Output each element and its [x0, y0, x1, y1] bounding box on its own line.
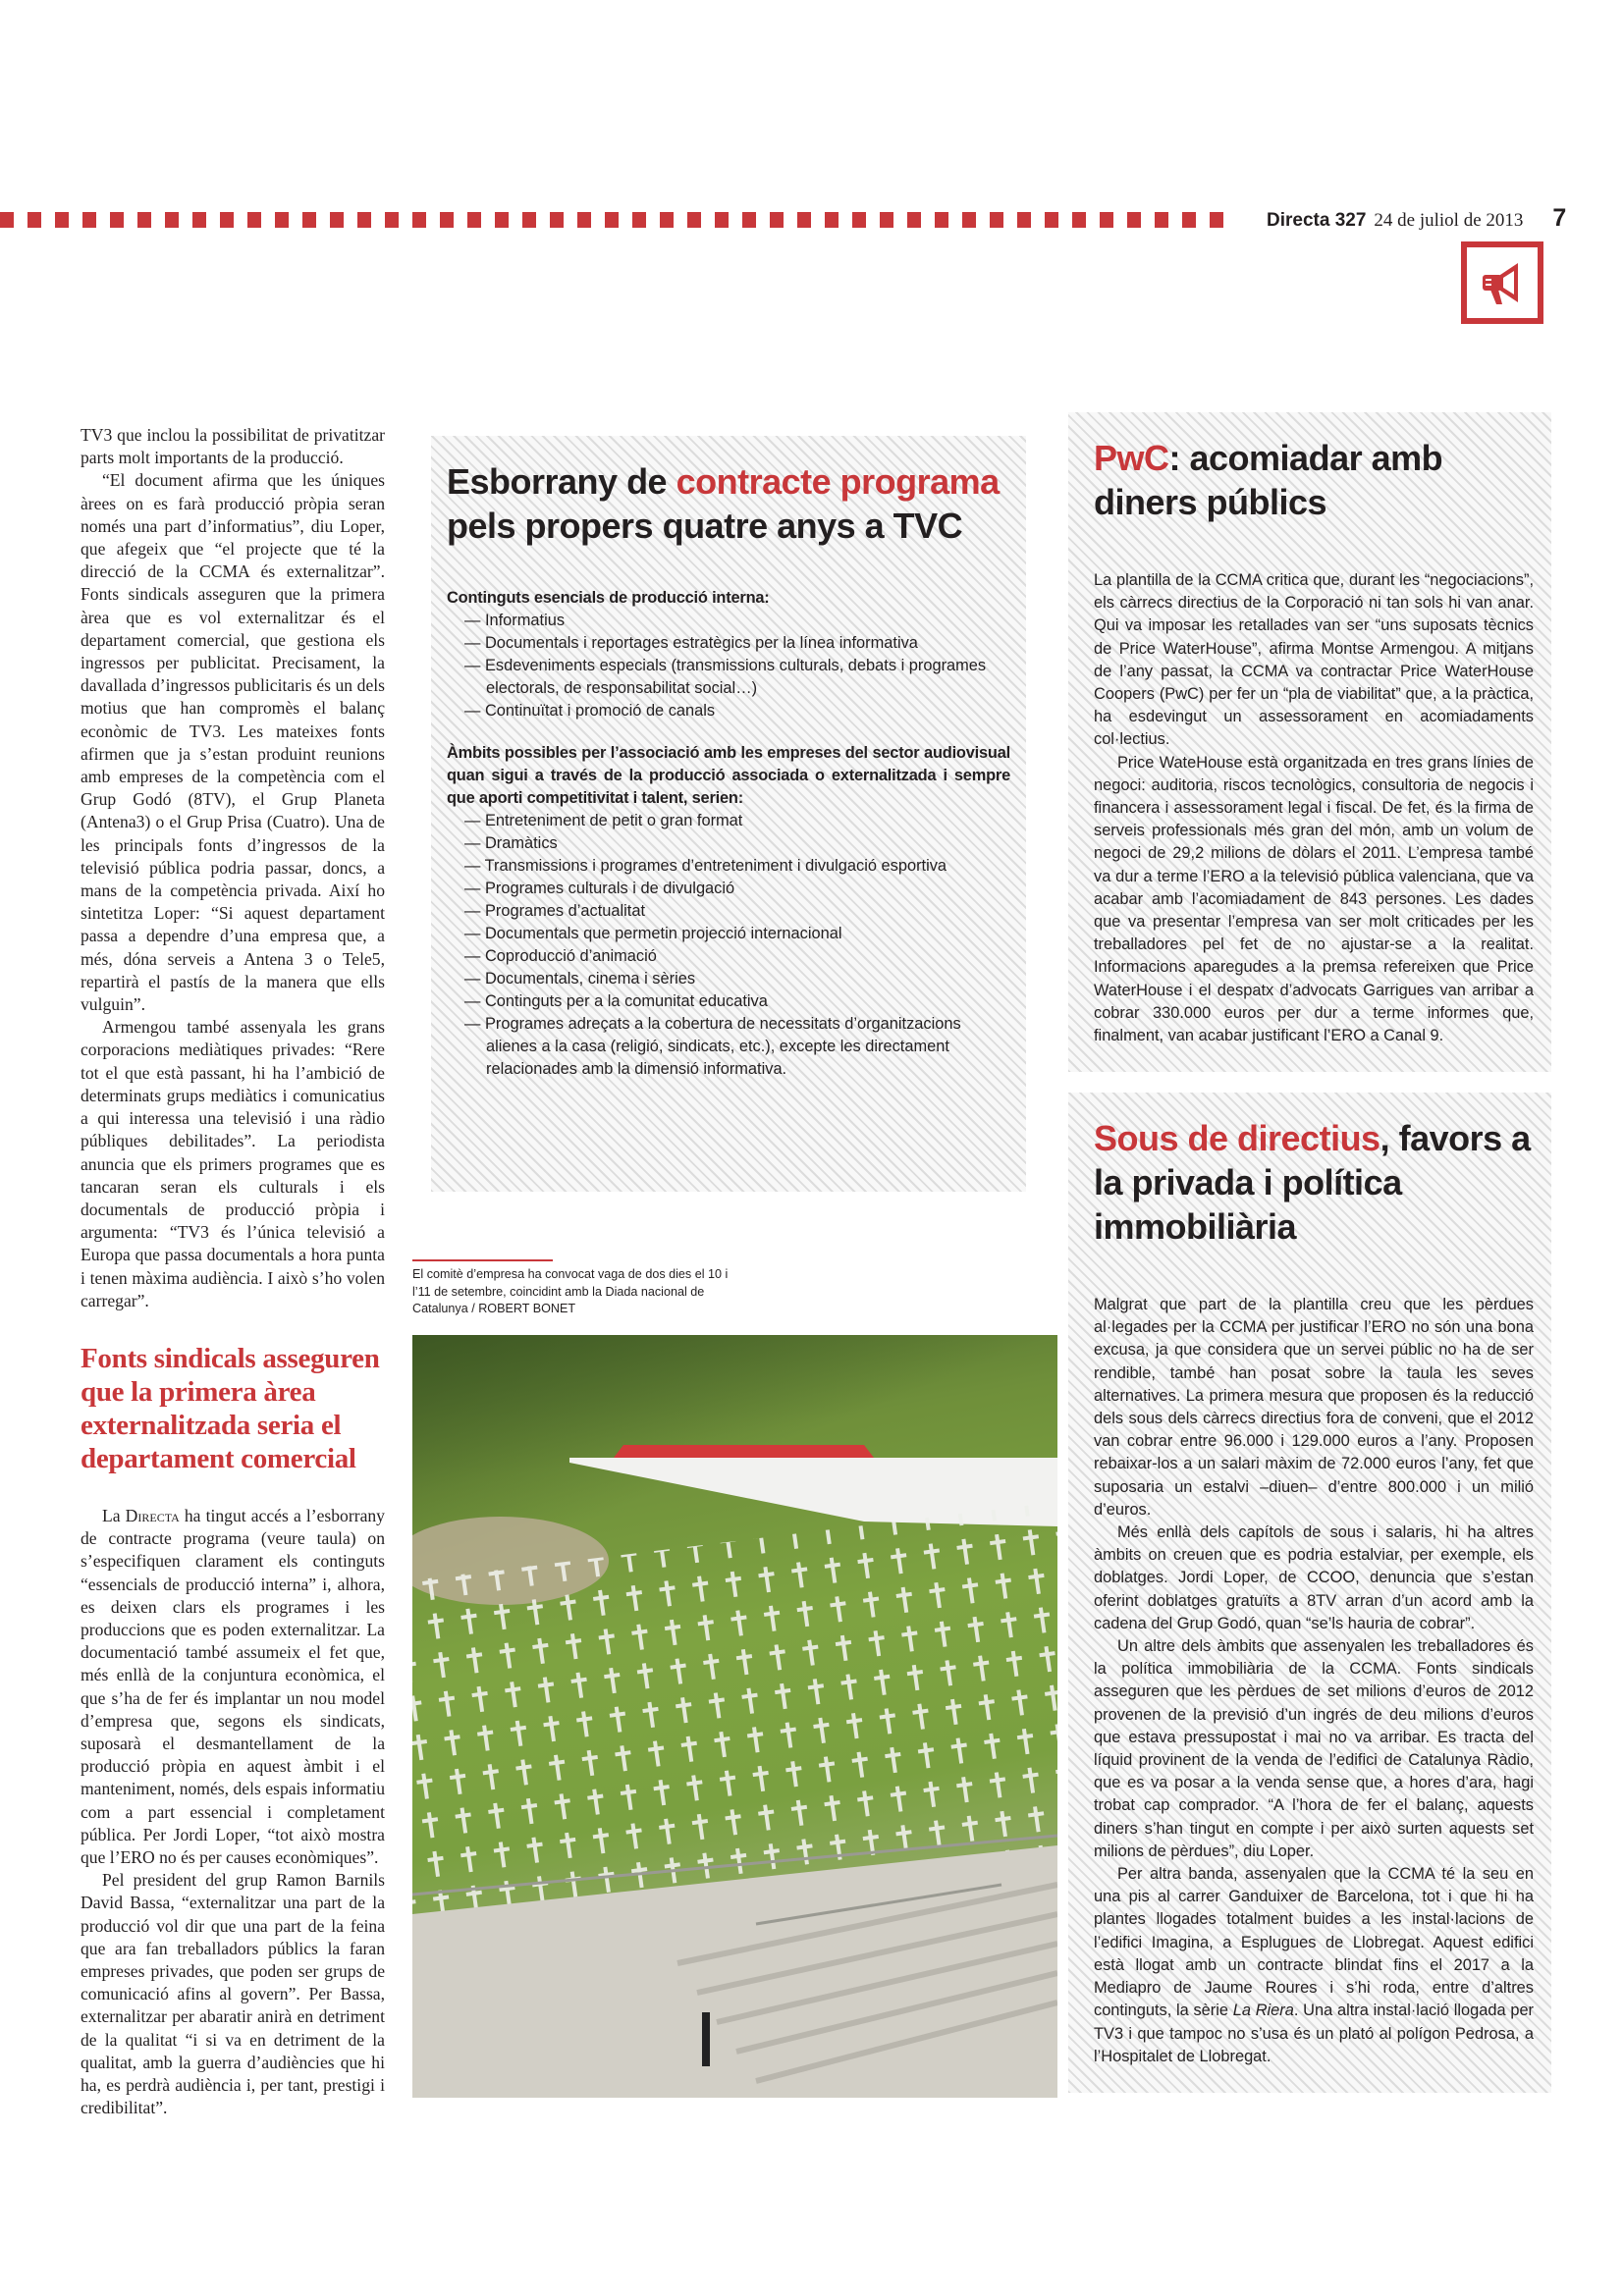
paragraph: “El document afirma que les úniques àrees on es farà producció pròpia seran només una part d’informatius”, diu Loper, que afegeix que “el projecte que té la direcció de la CCMA és externalitzar”. Fonts sindicals asseguren que la primera àrea que es vol externalitzar és el departament comercial, que gestiona els ingressos per publicitat. Precisament, la davallada d’ingressos publicitaris és un dels motius que han compromès el balanç econòmic de TV3. Les mateixes fonts afirmen que ja s’estan produint reunions amb empreses de la competència com el Grup Godó (8TV), el Grup Planeta (Antena3) o el Grup Prisa (Cuatro). Una de les principals fonts d’ingressos de la televisió pública podria passar, doncs, a mans de la competència privada. Així ho sintetitza Loper: “Si aquest departament passa a dependre d’una empresa que, a més, dóna serveis a Antena 3 o Tele5, repartirà el pastís de la manera que ells vulguin”.	[81, 470, 385, 1015]
text-fragment: La	[102, 1505, 126, 1525]
title-fragment: : acomiadar amb diners públics	[1094, 438, 1443, 522]
publication-reference: Directa	[125, 1505, 180, 1525]
paragraph: Pel president del grup Ramon Barnils David Bassa, “externalitzar una part de la producció vol dir que una part de la feina que ara fan treballadors públics la faran empreses privades, que poden ser grups de comunicació afins al govern”. Per Bassa, externalitzar per abaratir anirà en detriment de la qualitat “i si va en detriment de la qualitat, amb la guerra d’audiències que hi ha, es perdrà audiència i, per tant, prestigi i credibilitat”.	[81, 1870, 385, 2118]
article-body-bottom	[81, 1505, 385, 2119]
list-item: — Entreteniment de petit o gran format	[464, 810, 1010, 832]
contract-sidebar-box	[431, 436, 1026, 1192]
news-photo	[412, 1335, 1057, 2098]
crosses-lawn-illustration	[412, 1335, 1057, 2098]
list-item: — Documentals, cinema i sèries	[464, 968, 1010, 990]
title-fragment: , favors a la privada i política immobiliària	[1094, 1118, 1531, 1247]
outsourcing-list	[447, 810, 1010, 1081]
list-item: — Documentals que permetin projecció internacional	[464, 923, 1010, 945]
title-fragment: pels propers quatre anys a TVC	[447, 506, 963, 546]
pwc-sidebar-box	[1068, 412, 1551, 1072]
paragraph: Malgrat que part de la plantilla creu que les pèrdues al·legades per la CCMA per justificar l’ERO no són una bona excusa, ja que considera que un servei públic no ha de ser rendible, també han posat sobre la taula les seves alternatives. La primera mesura que proposen és la reducció dels sous dels càrrecs directius fora de conveni, que el 2012 van cobrar entre 96.000 i 129.000 euros a l’any. Proposen rebaixar-los a un salari màxim de 72.000 euros l’any, fet que suposaria un estalvi –diuen– d’entre 800.000 i un milió d’euros.	[1094, 1296, 1534, 1519]
contract-box-title	[447, 459, 1010, 548]
section-badge	[1461, 241, 1543, 324]
paragraph: Més enllà dels capítols de sous i salaris, hi ha altres àmbits on creuen que es podria estalviar, per exemple, els doblatges. Jordi Loper, de CCOO, denuncia que s’estan oferint doblatges gratuïts a 8TV arran d’un acord amb la cadena del Grup Godó, quan “se’ls hauria de cobrar”.	[1094, 1523, 1534, 1632]
text-fragment: Per altra banda, assenyalen que la CCMA té la seu en una pis al carrer Ganduixer de Barcelona, tot i que hi ha plantes llogades totalment buides a les instal·lacions de l’edifici Imagina, a Esplugues de Llobregat. Aquest edifici està llogat amb un contracte blindat fins el 2017 a la Mediapro de Jaume Roures i s’hi roda, entre d’altres continguts, la sèrie	[1094, 1865, 1534, 2020]
title-highlight: Sous de directius	[1094, 1118, 1380, 1158]
paragraph: Armengou també assenyala les grans corporacions mediàtiques privades: “Rere tot el que està passant, hi ha l’ambició de determinats grups mediàtics i comunicatius a qui interessa una televisió i una ràdio públiques debilitades”. La periodista anuncia que els primers programes que es tancaran seran els culturals i els documentals de producció pròpia i argumenta: “TV3 és l’única televisió a Europa que passa documentals a hora punta i tenen màxima audiència. I això s’ho volen carregar”.	[81, 1017, 385, 1310]
list-item: — Continguts per a la comunitat educativa	[464, 990, 1010, 1013]
paragraph: TV3 que inclou la possibilitat de privatitzar parts molt importants de la producció.	[81, 425, 385, 468]
list-item: — Dramàtics	[464, 832, 1010, 855]
subheadline: Fonts sindicals asseguren que la primera àrea externalitzada seria el departament comercial	[81, 1342, 380, 1474]
publication-name: Directa 327	[1267, 210, 1367, 231]
list-item: — Transmissions i programes d’entreteniment i divulgació esportiva	[464, 855, 1010, 878]
list-item: — Programes d’actualitat	[464, 900, 1010, 923]
text-fragment: . Una altra instal·lació llogada per TV3 i que tampoc no s’usa és un plató al polígon Pedrosa, a l’Hospitalet de Llobregat.	[1094, 2002, 1535, 2065]
page-number: 7	[1552, 204, 1567, 232]
list-item: — Continuïtat i promoció de canals	[464, 700, 1010, 722]
list-item: — Informatius	[464, 610, 1010, 632]
salaries-sidebar-box	[1068, 1093, 1551, 2093]
internal-production-list	[447, 610, 1010, 722]
issue-date: 24 de juliol de 2013	[1374, 210, 1524, 231]
list-item: — Coproducció d’animació	[464, 945, 1010, 968]
text-fragment: ha tingut accés a l’esborrany de contracte programa (veure taula) on s’especifiquen clarament els continguts “essencials de producció interna” i, alhora, es deixen clars els programes i les produccions que es poden externalitzar. La documentació també assumeix el fet que, més enllà de la conjuntura econòmica, el que s’ha de fer és implantar un nou model d’empresa que, segons els sindicats, suposarà el desmantellament de la producció pròpia en aquest àmbit i el manteniment, només, dels espais informatiu com a part essencial i completament pública. Per Jordi Loper, “tot això mostra que l’ERO no és per causes econòmiques”.	[81, 1505, 385, 1867]
salaries-box-body	[1094, 1294, 1534, 2068]
list-item: — Esdeveniments especials (transmissions culturals, debats i programes electorals, de responsabilitat social…)	[464, 655, 1010, 700]
pwc-box-title	[1094, 436, 1534, 524]
paragraph: Un altre dels àmbits que assenyalen les treballadores és la política immobiliària de la CCMA. Fonts sindicals asseguren que les pèrdues de set milions d’euros de 2012 provenen de la previsió d’un ingrés de deu milions d’euros que estava pressupostat i mai no va arribar. Es tracta del líquid provinent de la venda de l’edifici de Catalunya Ràdio, que es va posar a la venda sense que, a hores d’ara, hagi trobat cap comprador. “A l’hora de fer el balanç, aquests diners s’han tingut en compte i per això surten aquests set milions de pèrdues”, diu Loper.	[1094, 1637, 1534, 1860]
title-fragment: Esborrany de	[447, 461, 676, 502]
masthead	[1267, 204, 1566, 234]
pwc-box-body	[1094, 569, 1534, 1047]
decorative-dash-rule	[0, 212, 1237, 228]
paragraph: La plantilla de la CCMA critica que, durant les “negociacions”, els càrrecs directius de la Corporació ni tan sols hi van anar. Qui va imposar les retallades van ser “uns suposats tècnics de Price WaterHouse”, afirma Montse Armengou. A mitjans de l’any passat, la CCMA va contractar Price WaterHouse Coopers (PwC) per fer un “pla de viabilitat” que, a la pràctica, ha esdevingut un assessorament en acomiadaments col·lectius.	[1094, 571, 1534, 749]
article-body-top	[81, 424, 385, 1312]
internal-production-lead: Continguts esencials de producció interna:	[447, 589, 770, 607]
title-highlight: contracte programa	[676, 461, 1000, 502]
title-highlight: PwC	[1094, 438, 1169, 478]
paragraph	[81, 1505, 385, 1869]
list-item: — Programes culturals i de divulgació	[464, 878, 1010, 900]
series-title: La Riera	[1232, 2002, 1294, 2020]
article-left-column	[81, 424, 385, 2119]
caption-rule	[412, 1259, 553, 1261]
paragraph: Price WateHouse està organitzada en tres grans línies de negoci: auditoria, riscos tecnològics, consultoria de negocis i financera i assessorament legal i fiscal. De fet, és la firma de serveis professionals més gran del món, amb un volum de negoci de 29,2 milions de dòlars el 2011. L’empresa també va dur a terme l’ERO a la televisió pública valenciana, que va acabar amb l’acomiadament de 843 persones. Les dades que va presentar l’empresa van ser molt criticades per les treballadores pel fet de no ajustar-se a la realitat. Informacions aparegudes a la premsa refereixen que Price WaterHouse i el despatx d’advocats Garrigues van arribar a cobrar 330.000 euros per dur a terme informes que, finalment, van acabar justificant l’ERO a Canal 9.	[1094, 753, 1534, 1045]
paragraph	[1094, 1863, 1534, 2068]
salaries-box-title	[1094, 1116, 1534, 1249]
list-item: — Documentals i reportages estratègics per la línea informativa	[464, 632, 1010, 655]
list-item: — Programes adreçats a la cobertura de necessitats d’organitzacions alienes a la casa (religió, sindicats, etc.), excepte les directament relacionades amb la dimensió informativa.	[464, 1013, 1010, 1081]
photo-caption: El comitè d’empresa ha convocat vaga de dos dies el 10 i l’11 de setembre, coincidint amb la Diada nacional de Catalunya / ROBERT BONET	[412, 1267, 729, 1315]
outsourcing-lead: Àmbits possibles per l’associació amb les empreses del sector audiovisual quan sigui a través de la producció associada o externalitzada i sempre que aporti competitivitat i talent, serien:	[447, 744, 1010, 807]
megaphone-icon	[1475, 255, 1530, 310]
